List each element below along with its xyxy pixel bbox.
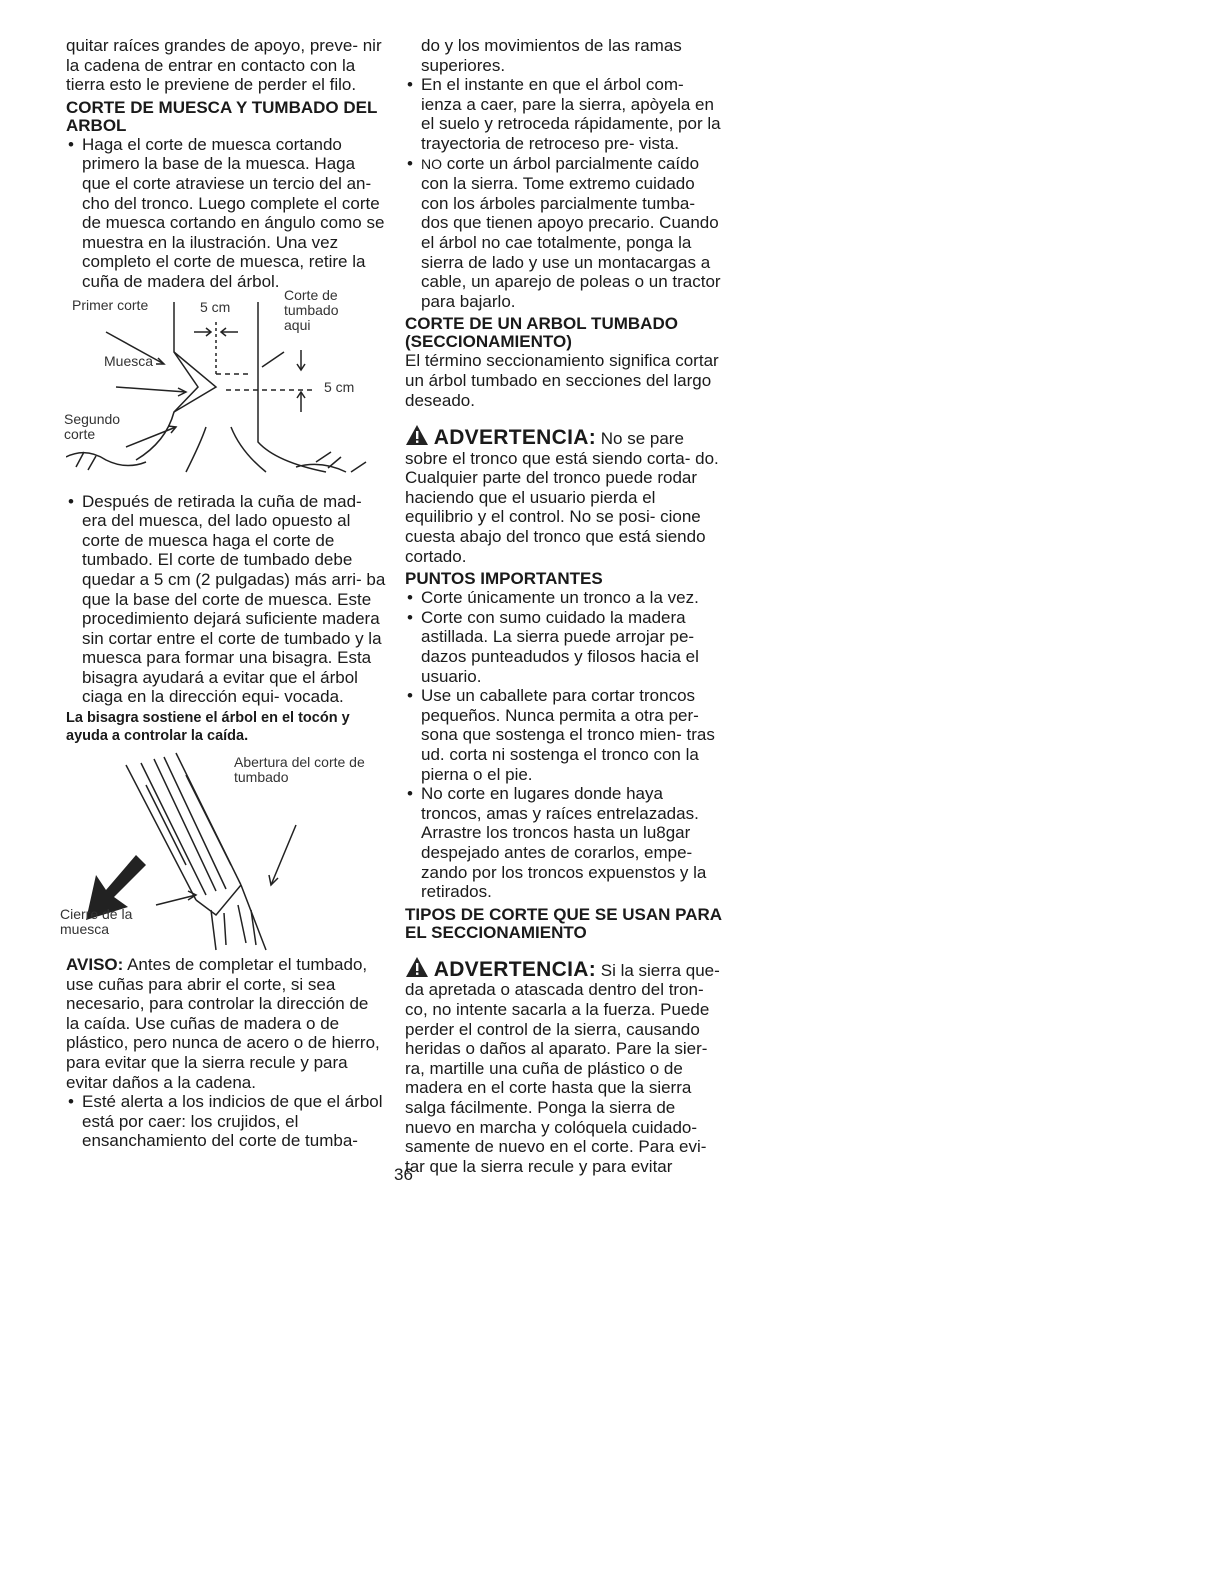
- no-lead: NO: [421, 155, 442, 172]
- label-segundo-corte: Segundo corte: [64, 410, 121, 442]
- page-number: 36: [394, 1165, 413, 1184]
- label-abertura: Abertura del corte de tumbado: [234, 754, 365, 786]
- aviso-text: Antes de completar el tumbado, use cuñas para abrir el corte, si sea necesario, para controlar la dirección de la caída. Use cuñas de madera o de plástico, pero nunca de acero o de hierro, para evitar que la sierra recule y para evitar daños a la cadena.: [66, 955, 380, 1092]
- warning-triangle-icon: [405, 424, 429, 446]
- label-corte-tumbado: Corte de tumbado aqui: [284, 286, 339, 333]
- warning-text: Si la sierra que- da apretada o atascada dentro del tron- co, no intente sacarla a la fuerza. Puede perder el control de la sierra, causando heridas o daños al aparato. Pare la sier- ra, martille una cuña de plástico o de madera en el corte hasta que la sierra salga fácilmente. Ponga la sierra de nuevo en marcha y colóquela cuidado- samente de nuevo en el corte. Para evi- tar que la sierra recule y para evitar: [405, 960, 720, 1176]
- important-points-list: [405, 588, 725, 902]
- label-muesca: Muesca: [104, 352, 154, 369]
- list-item: • Haga el corte de muesca cortando primero la base de la muesca. Haga que el corte atraviese un tercio del an- cho del tronco. Luego complete el corte de muesca cortando en ángulo como se muestra en la ilustración. Una vez completo el corte de muesca, retire la cuña de madera del árbol.: [66, 135, 386, 292]
- continued-text: do y los movimientos de las ramas superiores.: [421, 36, 682, 75]
- label-primer-corte: Primer corte: [72, 296, 149, 313]
- left-column: [60, 36, 386, 1151]
- heading-bucking: CORTE DE UN ARBOL TUMBADO (SECCIONAMIENTO): [405, 314, 678, 352]
- label-cierre: Cierre de la muesca: [60, 906, 133, 938]
- list-item: [405, 154, 725, 312]
- label-5cm-right: 5 cm: [324, 378, 355, 395]
- aviso-paragraph: [66, 955, 386, 1092]
- list-item: • Corte con sumo cuidado la madera astillada. La sierra puede arrojar pe- dazos punteadudos y filosos hacia el usuario.: [405, 608, 725, 686]
- list-item: • Esté alerta a los indicios de que el árbol está por caer: los crujidos, el ensanchamiento del corte de tumba-: [66, 1092, 386, 1151]
- list-item-text: corte un árbol parcialmente caído con la sierra. Tome extremo cuidado con los árboles parcialmente tumba- dos que tienen apoyo precario. Cuando el árbol no cae totalmente, ponga la sierra de lado y use un montacargas a cable, un aparejo de poleas o un tractor para bajarlo.: [421, 153, 721, 311]
- felling-list-2: [66, 492, 386, 708]
- list-item: • Corte únicamente un tronco a la vez.: [405, 588, 725, 608]
- list-item: • Use un caballete para cortar troncos pequeños. Nunca permita a otra per- sona que sostenga el tronco mien- tras ud. corta ni sostenga el tronco con la pierna o el pie.: [405, 686, 725, 784]
- list-item: • En el instante en que el árbol com- ienza a caer, pare la sierra, apòyela en el suelo y retroceda rápidamente, por la trayectoria de retroceso pre- vista.: [405, 75, 725, 153]
- heading-cut-types: TIPOS DE CORTE QUE SE USAN PARA EL SECCIONAMIENTO: [405, 904, 722, 942]
- warning-triangle-icon: [405, 956, 429, 978]
- hinge-figure: [60, 745, 386, 955]
- bucking-definition: El término seccionamiento significa cortar un árbol tumbado en secciones del largo deseado.: [405, 351, 719, 410]
- felling-list-1: [66, 135, 386, 292]
- right-column: [405, 36, 725, 1176]
- felling-list-3: [66, 1092, 386, 1151]
- notch-cut-figure: [64, 286, 386, 492]
- heading-notch-felling: CORTE DE MUESCA Y TUMBADO DEL ARBOL: [66, 97, 378, 135]
- warning-title: ADVERTENCIA:: [433, 957, 597, 981]
- list-item: • No corte en lugares donde haya troncos, amas y raíces entrelazadas. Arrastre los troncos hasta un lu8gar despejado antes de corarlos, empe- zando por los troncos expuenstos y la retirados.: [405, 784, 725, 902]
- heading-important-points: PUNTOS IMPORTANTES: [405, 569, 603, 589]
- warning-block-1: [405, 424, 725, 566]
- warning-title: ADVERTENCIA:: [433, 426, 597, 450]
- label-5cm-top: 5 cm: [200, 298, 231, 315]
- intro-paragraph: quitar raíces grandes de apoyo, preve- nir la cadena de entrar en contacto con la tierra esto le previene de perder el filo.: [66, 36, 382, 95]
- warning-text: No se pare sobre el tronco que está siendo corta- do. Cualquier parte del tronco puede rodar haciendo que el usuario pierda el equilibrio y el control. No se posi- cione cuesta abajo del tronco que está siendo cortado.: [405, 429, 719, 566]
- aviso-label: AVISO:: [66, 955, 124, 975]
- felling-list-4: [405, 75, 725, 311]
- list-item: • Después de retirada la cuña de mad- era del muesca, del lado opuesto al corte de muesca haga el corte de tumbado. El corte de tumbado debe quedar a 5 cm (2 pulgadas) más arri- ba que la base del corte de muesca. Este procedimiento dejará suficiente madera sin cortar entre el corte de tumbado y la muesca para formar una bisagra. Esta bisagra ayudará a evitar que el árbol ciaga en la dirección equi- vocada.: [66, 492, 386, 708]
- hinge-caption: La bisagra sostiene el árbol en el tocón y ayuda a controlar la caída.: [66, 710, 350, 745]
- warning-block-2: [405, 956, 725, 1177]
